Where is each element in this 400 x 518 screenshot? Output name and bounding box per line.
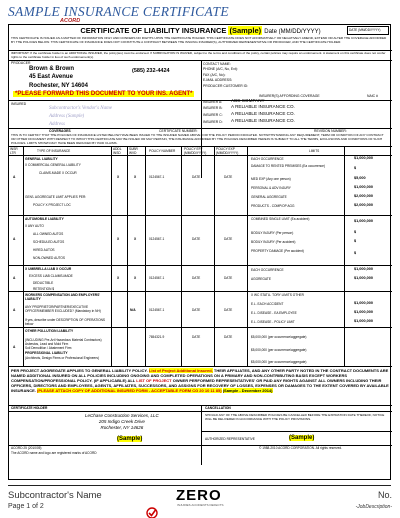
certificate-holder-block (85, 413, 159, 431)
th-exp: POLICY EXP (MM/DD/YYYY) (216, 147, 239, 156)
row5-ltr: A (13, 345, 16, 349)
insurer-d-name: A RELIABLE INSURANCE CO. (231, 118, 295, 123)
row2-type: AUTOMOBILE LIABILITY (25, 217, 64, 221)
row4-sub2: If yes, describe under DESCRIPTION OF OPERATIONS below (25, 318, 106, 327)
row1-type: GENERAL LIABILITY (25, 157, 58, 161)
row1-limit2-amt: $ (354, 166, 357, 170)
row2-policy: 0124567-1 (149, 237, 165, 241)
row1-limit1-label: EACH OCCURRENCE (251, 157, 284, 161)
row4-sub1: ANY PROPRIETOR/PARTNER/EXECUTIVE OFFICER/MEMBER EXCLUDED? (Mandatory in NH) (25, 305, 101, 314)
row3-sub1: EXCESS LIAB CLAIMS-MADE (29, 274, 73, 278)
revision-number-label: REVISION NUMBER: (314, 129, 347, 133)
th-type: TYPE OF INSURANCE (37, 149, 71, 153)
certificate-title (9, 26, 392, 35)
producer-name: Brown & Brown (29, 66, 74, 72)
row2-eff: DATE (192, 237, 201, 241)
row5-sub1: (INCLUDING Pre-Art Hazardous Material Contractors) (25, 338, 102, 342)
job-number-label: No. (377, 490, 392, 500)
row1-limit4-label: PERSONAL & ADV INJURY (251, 186, 291, 190)
holder-city: Rochester, NY 14626 (100, 425, 144, 430)
naic-label: NAIC # (367, 94, 378, 98)
row4-limit3-label: E.L. DISEASE - EA EMPLOYEE (251, 311, 297, 315)
row2-limit1-label: COMBINED SINGLE LIMIT (Ea accident) (251, 217, 310, 221)
row1-subr: X (134, 175, 137, 179)
insurer-a-letter: INSURER A: (203, 100, 223, 104)
row4-limit4-label: E.L. DISEASE - POLICY LIMIT (251, 320, 295, 324)
row2-addl: X (117, 237, 120, 241)
row5-eff: DATE (192, 335, 201, 339)
producer-label: PRODUCER (11, 61, 31, 65)
insurers-affording-label: INSURER(S) AFFORDING COVERAGE (259, 94, 320, 98)
row1-eff: DATE (192, 175, 201, 179)
row1-limit2-label: DAMAGE TO RENTED PREMISES (Ea occurrence) (251, 164, 325, 168)
insurer-b-name: A RELIABLE INSURANCE CO. (231, 104, 295, 109)
row4-limit4-amt: $1,000,000 (354, 319, 374, 323)
cancellation-text: SHOULD ANY OF THE ABOVE DESCRIBED POLICIES BE CANCELLED BEFORE THE EXPIRATION DATE THEREOF, NOTICE WILL BE DELIVERED IN ACCORDANCE WITH THE POLICY PROVISIONS. (205, 413, 385, 422)
row2-ltr: A (13, 237, 16, 241)
insurer-a-name: ABC COMPANY (231, 98, 265, 103)
row4-exp: DATE (224, 308, 233, 312)
row5-type: OTHER POLLUTION LIABILITY (25, 329, 74, 333)
coverages-text: THIS IS TO CERTIFY THAT THE POLICIES OF INSURANCE LISTED BELOW HAVE BEEN ISSUED TO THE INSURED NAMED ABOVE FOR THE POLICY PERIOD INDICATED. NOTWITHSTANDING ANY REQUIREMENT, TERM OR CONDITION OF ANY CONTRACT OR OTHER DOCUMENT WITH RESPECT TO WHICH THIS CERTIFICATE MAY BE ISSUED OR MAY PERTAIN, THE INSURANCE AFFORDED BY THE POLICIES DESCRIBED HEREIN IS SUBJECT TO ALL THE TERMS, EXCLUSIONS AND CONDITIONS OF SUCH POLICIES. LIMITS SHOWN MAY HAVE BEEN REDUCED BY PAID CLAIMS. (11, 133, 384, 146)
th-limits: LIMITS (309, 149, 320, 153)
row5-sub4: PROFESSIONAL LIABILITY (25, 351, 68, 355)
disclaimer-text: THIS CERTIFICATE IS ISSUED AS A MATTER OF INFORMATION ONLY AND CONFERS NO RIGHTS UPON THE CERTIFICATE HOLDER. THIS CERTIFICATE DOES NOT AFFIRMATIVELY OR NEGATIVELY AMEND, EXTEND OR ALTER THE COVERAGE AFFORDED BY THE POLICIES BELOW. THIS CERTIFICATE OF INSURANCE DOES NOT CONSTITUTE A CONTRACT BETWEEN THE ISSUING INSURER(S), AUTHORIZED REPRESENTATIVE OR PRODUCER, AND THE CERTIFICATE HOLDER. (11, 36, 387, 45)
row4-policy: 0124567-1 (149, 308, 165, 312)
insured-label: INSURED (11, 102, 27, 106)
desc-part3: OWNER PERFORMED REPRESENTATIVES' OR PAID ANY RIGHTS AGAINST ALL OWNERS INCLUDING THEIR OFFICERS, DIRECTORS AND EMPLOYEES, AGENTS, AFFILIATES, SUCCESSORS, AND ASSIGNS FOR RECOVERY OF LOSSES, EXPENSES OR DAMAGES TO THE EXTENT COVERED BY AVAILABLE INSURANCE. (11, 378, 389, 393)
row2-subr: X (134, 237, 137, 241)
certificate-title-text: CERTIFICATE OF LIABILITY INSURANCE (80, 26, 227, 35)
th-insr-ltr: INSR LTR (10, 147, 18, 156)
row1-policy: 0124567-1 (149, 175, 165, 179)
contact-phone-label: PHONE (A/C, No, Ext): (203, 67, 238, 71)
zero-logo-sub: INJURIES ACCIDENTS DEFECTS (177, 503, 224, 507)
holder-sample-text: (Sample) (117, 436, 143, 442)
th-subr: SUBR WVD (129, 147, 138, 156)
row1-limit6-amt: $2,000,000 (354, 203, 374, 207)
row5-sub2: Asbestos, Lead and Mold Firm (25, 342, 69, 346)
row1-limit1-amt: $1,000,000 (354, 156, 374, 160)
row4-limit1-label: X WC STATU- TORY LIMITS OTHER (251, 293, 304, 297)
row3-type: X UMBRELLA LIAB X OCCUR (25, 267, 72, 271)
row4-limit2-amt: $1,000,000 (354, 301, 374, 305)
contact-fax-label: FAX (A/C, No): (203, 73, 226, 77)
coverages-label: COVERAGES (49, 129, 71, 133)
row3-eff: DATE (192, 276, 201, 280)
row1-sub5: POLICY X PROJECT LOC (33, 203, 71, 207)
auth-sample-text: (Sample) (289, 435, 315, 441)
row4-limit2-label: E.L. EACH ACCIDENT (251, 302, 284, 306)
acord-copyright: © 1988-2010 ACORD CORPORATION. All rights reserved. (259, 446, 343, 450)
row5-limit2-label: $5,000,000 (per occurrence/aggregate) (251, 348, 307, 352)
authorized-rep-label: AUTHORIZED REPRESENTATIVE (205, 437, 255, 441)
row2-limit3-amt: $ (354, 239, 357, 243)
row2-exp: DATE (224, 237, 233, 241)
acord-form-number: ACORD 25 (2010/05) (11, 446, 42, 450)
row2-limit1-amt: $1,000,000 (354, 219, 374, 223)
row3-sub2: DEDUCTIBLE (33, 281, 54, 285)
description-of-operations (11, 368, 389, 393)
row1-limit6-label: PRODUCTS - COMP/OP AGG (251, 204, 295, 208)
row3-limit1-label: EACH OCCURRENCE (251, 268, 284, 272)
row2-limit4-amt: $ (354, 251, 357, 255)
row3-limit1-amt: $1,000,000 (354, 267, 374, 271)
row3-exp: DATE (224, 276, 233, 280)
row3-policy: 0124567-1 (149, 276, 165, 280)
row5-limit1-label: $5,000,000 (per occurrence/aggregate) (251, 335, 307, 339)
row5-exp: DATE (224, 335, 233, 339)
page-header-title: SAMPLE INSURANCE CERTIFICATE (8, 4, 229, 19)
producer-city: Rochester, NY 14604 (29, 83, 88, 89)
insured-name: Subcontractor's Vendor's Name (49, 106, 112, 111)
desc-part2: THEIR AFFILIATES, AND ANY OTHER PARTY NOTED IN THE CONTRACT DOCUMENTS ARE NAMED ADDITIONAL INSURED ON ALL POLICIES INCLUDING ONGOING AND COMPLETED OPERATIONS ON A PRIMARY AND NON-CONTRIBUTING BASIS EXCEPT WORKERS COMPENSATION/PROFESSIONAL POLICY. (IF APPLICABLE) ALL (11, 368, 389, 383)
producer-customer-id-label: PRODUCER CUSTOMER ID: (203, 84, 248, 88)
row4-ltr: A (13, 308, 16, 312)
row4-eff: DATE (192, 308, 201, 312)
row3-sub3: RETENTION $ (33, 287, 55, 291)
forward-notice-text: *PLEASE FORWARD THIS DOCUMENT TO YOUR INS. AGENT* (15, 91, 193, 97)
forward-notice (13, 91, 194, 97)
row4-type: WORKERS COMPENSATION AND EMPLOYERS' LIABILITY (25, 293, 101, 301)
row2-sub5: NON-OWNED AUTOS (33, 256, 65, 260)
zero-logo-text: ZERO (176, 487, 222, 504)
job-description: -JobDescription- (355, 504, 392, 510)
auth-sample (289, 435, 314, 441)
desc-part1: PER PROJECT AGGREGATE APPLIES TO GENERAL LIABILITY POLICY. (11, 368, 148, 373)
row3-ltr: A (13, 276, 16, 280)
cancellation-label: CANCELLATION (205, 406, 231, 410)
row5-policy: 7654321-9 (149, 335, 165, 339)
insurer-b-letter: INSURER B: (203, 106, 223, 110)
check-icon (146, 507, 158, 518)
row1-limit4-amt: $1,000,000 (354, 185, 374, 189)
row2-sub1: X ANY AUTO (25, 224, 44, 228)
row3-limit2-amt: $1,000,000 (354, 276, 374, 280)
acord-note: The ACORD name and logo are registered marks of ACORD (11, 451, 97, 455)
row5-limit3-label: $5,000,000 (per occurrence/aggregate) (251, 360, 307, 364)
insurer-c-name: A RELIABLE INSURANCE CO. (231, 111, 295, 116)
holder-name: LeChase Construction Services, LLC (85, 413, 159, 418)
insured-address: Address (49, 122, 65, 127)
title-sample: (Sample) (229, 26, 262, 35)
row2-limit3-label: BODILY INJURY (Per accident) (251, 240, 296, 244)
acord-logo: ACORD (60, 18, 81, 24)
row4-subr: N/A (130, 308, 136, 312)
page-number: Page 1 of 2 (8, 503, 44, 510)
row2-limit2-amt: $ (354, 230, 357, 234)
row1-sub2: CLAIMS-MADE X OCCUR (39, 171, 77, 175)
th-eff: POLICY EFF (MM/DD/YYYY) (184, 147, 207, 156)
desc-sample: (Sample - December 2014) (222, 388, 273, 393)
row2-sub4: HIRED AUTOS (33, 248, 55, 252)
row1-addl: X (117, 175, 120, 179)
certificate-holder-label: CERTIFICATE HOLDER (11, 406, 48, 410)
contact-email-label: E-MAIL ADDRESS: (203, 78, 233, 82)
row1-sub4: GEN'L AGGREGATE LIMIT APPLIES PER: (25, 195, 87, 199)
th-policy: POLICY NUMBER (149, 149, 176, 153)
important-text: IMPORTANT: If the certificate holder is an ADDITIONAL INSURED, the policy(ies) must be endorsed. If SUBROGATION IS WAIVED, subject to the terms and conditions of the policy, certain policies may require an endorsement. A statement on this certificate does not confer rights to the certificate holder in lieu of such endorsement(s). (11, 51, 386, 60)
title-date: Date (MM/DD/YYYY) (264, 29, 321, 35)
row2-sub2: ALL OWNED AUTOS (33, 232, 64, 236)
insurer-d-letter: INSURER D: (203, 120, 223, 124)
certificate-number-label: CERTIFICATE NUMBER: (159, 129, 198, 133)
row1-limit5-label: GENERAL AGGREGATE (251, 195, 287, 199)
row5-sub3: Soil Demolition / Abatement Firm (25, 346, 72, 350)
date-box[interactable]: DATE (MM/DD/YYYY) (347, 26, 389, 35)
insurer-c-letter: INSURER C: (203, 113, 223, 117)
th-addl: ADDL INSD (113, 147, 122, 156)
row3-addl: X (117, 276, 120, 280)
row2-limit2-label: BODILY INJURY (Per person) (251, 231, 294, 235)
row1-limit3-amt: $5,000 (354, 176, 366, 180)
row5-sub5: (Architects, Design Firms or Professional Engineers) (25, 356, 100, 360)
holder-address: 205 Indigo Creek Drive (98, 419, 145, 424)
row1-limit3-label: MED EXP (Any one person) (251, 177, 291, 181)
row1-sub1: X COMMERCIAL GENERAL LIABILITY (25, 163, 81, 167)
producer-phone: (585) 232-4424 (132, 68, 170, 74)
row4-limit3-amt: $1,000,000 (354, 310, 374, 314)
certificate-form (8, 24, 391, 480)
row2-limit4-label: PROPERTY DAMAGE (Per accident) (251, 249, 304, 253)
desc-red1: List of Project Additional Insured, (148, 368, 213, 373)
row1-limit5-amt: $2,000,000 (354, 194, 374, 198)
subcontractor-name: Subcontractor's Name (8, 490, 102, 501)
contact-name-label: CONTACT NAME: (203, 62, 231, 66)
producer-address: 45 East Avenue (29, 74, 73, 80)
desc-red3: (PLEASE ATTACH COPY OF ADDITIONAL INSURED FORM - ACCEPTABLE FORM CG 20 10 11 85) (37, 388, 222, 393)
row3-limit2-label: AGGREGATE (251, 277, 271, 281)
row2-sub3: SCHEDULED AUTOS (33, 240, 65, 244)
holder-sample (117, 436, 142, 442)
row3-subr: X (134, 276, 137, 280)
desc-red2: LIST OF PROJECT (136, 378, 172, 383)
row1-exp: DATE (224, 175, 233, 179)
insured-address-sample: Address (Sample) (49, 114, 85, 119)
row1-ltr: A (13, 175, 16, 179)
